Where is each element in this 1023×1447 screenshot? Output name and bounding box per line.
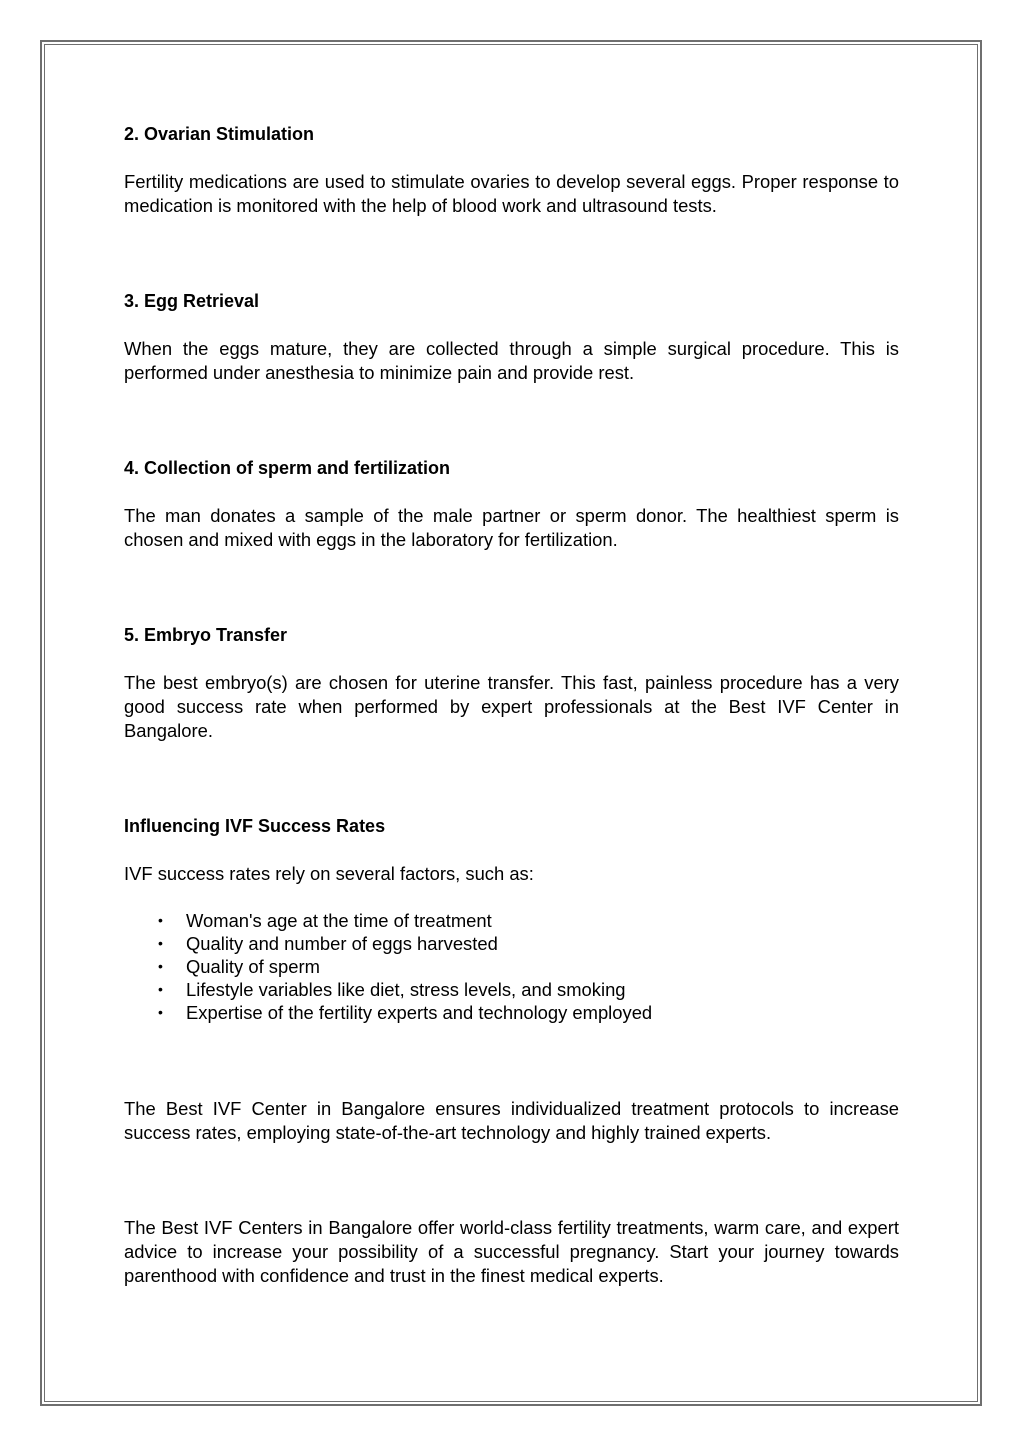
list-item-text: Expertise of the fertility experts and technology employed	[186, 1002, 653, 1023]
closing-paragraph-protocols: The Best IVF Center in Bangalore ensures individualized treatment protocols to increase success rates, employing state-of-the-art technology and highly trained experts.	[124, 1098, 899, 1143]
influencing-intro: IVF success rates rely on several factors, such as:	[124, 863, 534, 884]
bullet-icon: •	[158, 1004, 163, 1020]
closing-paragraph-world-class: The Best IVF Centers in Bangalore offer world-class fertility treatments, warm care, and expert advice to increase your possibility of a successful pregnancy. Start your journey towards parenthood with confidence and trust in the finest medical experts.	[124, 1217, 899, 1286]
bullet-icon: •	[158, 958, 163, 974]
list-item	[124, 909, 899, 932]
list-item	[124, 932, 899, 955]
list-item-text: Quality of sperm	[186, 956, 320, 977]
list-item	[124, 955, 899, 978]
bullet-icon: •	[158, 981, 163, 997]
document-body	[124, 120, 899, 1288]
section-body-embryo-transfer: The best embryo(s) are chosen for uterine transfer. This fast, painless procedure has a very good success rate when performed by expert professionals at the Best IVF Center in Bangalore.	[124, 672, 899, 741]
section-body-collection-fertilization: The man donates a sample of the male partner or sperm donor. The healthiest sperm is chosen and mixed with eggs in the laboratory for fertilization.	[124, 505, 899, 550]
section-heading-ovarian-stimulation: 2. Ovarian Stimulation	[124, 124, 315, 144]
list-item-text: Woman's age at the time of treatment	[186, 910, 492, 931]
bullet-icon: •	[158, 912, 163, 928]
bullet-icon: •	[158, 935, 163, 951]
list-item	[124, 1001, 899, 1024]
influencing-heading: Influencing IVF Success Rates	[124, 816, 386, 836]
section-heading-egg-retrieval: 3. Egg Retrieval	[124, 291, 260, 311]
section-body-egg-retrieval: When the eggs mature, they are collected through a simple surgical procedure. This is performed under anesthesia to minimize pain and provide rest.	[124, 338, 899, 383]
section-heading-collection-fertilization: 4. Collection of sperm and fertilization	[124, 458, 451, 478]
list-item-text: Quality and number of eggs harvested	[186, 933, 498, 954]
factors-list	[124, 909, 899, 1024]
section-heading-embryo-transfer: 5. Embryo Transfer	[124, 625, 288, 645]
section-body-ovarian-stimulation: Fertility medications are used to stimulate ovaries to develop several eggs. Proper response to medication is monitored with the help of blood work and ultrasound tests.	[124, 171, 899, 216]
list-item	[124, 978, 899, 1001]
list-item-text: Lifestyle variables like diet, stress levels, and smoking	[186, 979, 626, 1000]
